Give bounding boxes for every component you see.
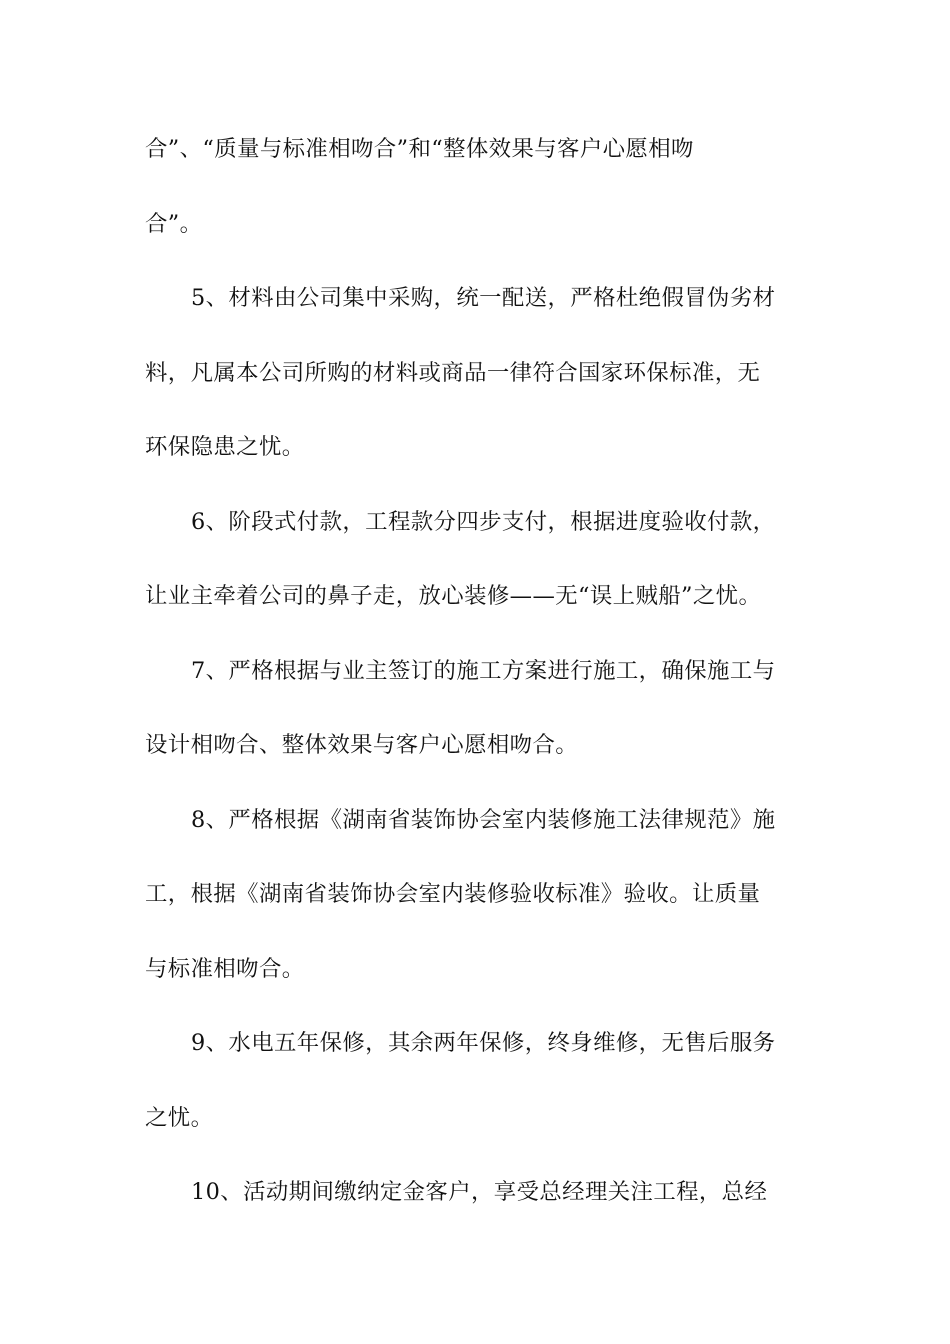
text-line: 10、活动期间缴纳定金客户，享受总经理关注工程，总经: [191, 1179, 768, 1205]
text-line: 合”、“质量与标准相吻合”和“整体效果与客户心愿相吻: [145, 136, 694, 162]
text-line: 7、严格根据与业主签订的施工方案进行施工，确保施工与: [191, 657, 776, 684]
text-line: 8、严格根据《湖南省装饰协会室内装修施工法律规范》施: [191, 806, 776, 833]
paragraph-9: [145, 1006, 809, 1155]
text-line: 之忧。: [145, 1104, 214, 1131]
text-line: 环保隐患之忧。: [145, 434, 305, 460]
text-line: 与标准相吻合。: [145, 955, 305, 982]
paragraph-8: [145, 783, 809, 1007]
paragraph-7: [145, 634, 809, 783]
text-line: 6、阶段式付款，工程款分四步支付，根据进度验收付款，: [191, 508, 776, 535]
text-line: 料，凡属本公司所购的材料或商品一律符合国家环保标准，无: [145, 359, 761, 386]
paragraph-6: [145, 485, 809, 634]
text-line: 设计相吻合、整体效果与客户心愿相吻合。: [145, 732, 579, 758]
text-line: 5、材料由公司集中采购，统一配送，严格杜绝假冒伪劣材: [191, 285, 776, 311]
text-line: 合”。: [145, 210, 203, 237]
body-text: [145, 112, 809, 1230]
text-line: 9、水电五年保修，其余两年保修，终身维修，无售后服务: [191, 1030, 776, 1056]
paragraph-10: [145, 1155, 809, 1230]
paragraph-continuation: [145, 112, 809, 261]
text-line: 让业主牵着公司的鼻子走，放心装修——无“误上贼船”之忧。: [145, 583, 762, 609]
text-line: 工，根据《湖南省装饰协会室内装修验收标准》验收。让质量: [145, 881, 761, 907]
paragraph-5: [145, 261, 809, 485]
